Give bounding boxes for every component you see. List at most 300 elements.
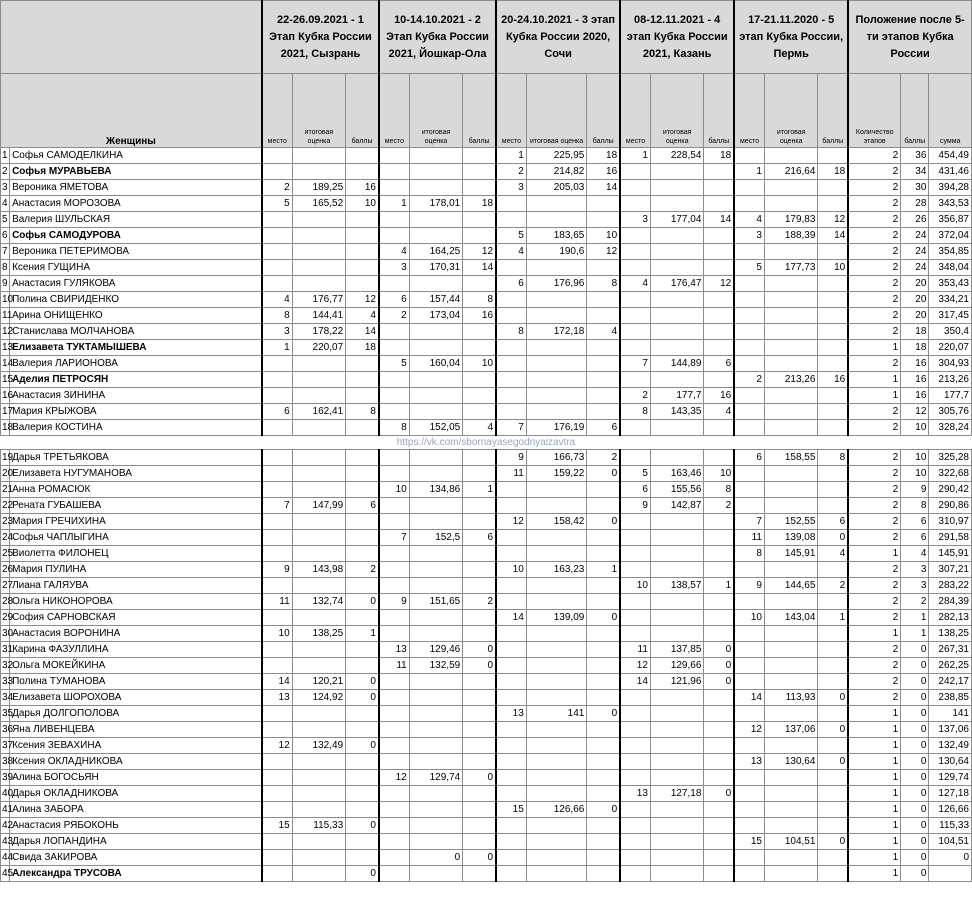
- table-cell: 1: [901, 626, 929, 642]
- table-cell: 12: [379, 770, 409, 786]
- table-cell: 18: [463, 196, 496, 212]
- table-cell: 6: [901, 530, 929, 546]
- table-cell: [650, 260, 703, 276]
- table-cell: [496, 292, 526, 308]
- table-row: [1, 562, 972, 578]
- table-cell: [764, 356, 817, 372]
- table-cell: 2: [346, 562, 379, 578]
- row-number: 25: [1, 546, 10, 562]
- table-cell: 4: [463, 420, 496, 436]
- table-cell: [650, 546, 703, 562]
- table-cell: [704, 530, 734, 546]
- table-cell: 0: [901, 642, 929, 658]
- table-cell: [587, 498, 620, 514]
- table-cell: [463, 164, 496, 180]
- table-cell: 2: [848, 196, 900, 212]
- table-cell: [379, 276, 409, 292]
- table-cell: [262, 706, 292, 722]
- table-cell: [704, 834, 734, 850]
- table-cell: [379, 498, 409, 514]
- table-cell: 2: [848, 610, 900, 626]
- row-number: 5: [1, 212, 10, 228]
- table-cell: 158,55: [764, 450, 817, 466]
- watermark-link[interactable]: https://vk.com/sbornayasegodnyaizavtra: [1, 436, 972, 450]
- table-cell: 2: [848, 482, 900, 498]
- table-cell: 10: [620, 578, 650, 594]
- table-cell: 8: [496, 324, 526, 340]
- table-cell: 162,41: [292, 404, 345, 420]
- table-cell: 8: [346, 404, 379, 420]
- table-cell: [346, 658, 379, 674]
- table-cell: [734, 340, 764, 356]
- table-cell: [496, 356, 526, 372]
- table-cell: 1: [848, 786, 900, 802]
- table-cell: [650, 308, 703, 324]
- table-cell: [764, 292, 817, 308]
- table-cell: [262, 420, 292, 436]
- table-cell: 10: [379, 482, 409, 498]
- table-cell: 130,64: [764, 754, 817, 770]
- table-cell: 155,56: [650, 482, 703, 498]
- table-cell: 2: [848, 530, 900, 546]
- table-cell: 2: [901, 594, 929, 610]
- table-cell: [818, 244, 848, 260]
- table-cell: [587, 626, 620, 642]
- table-cell: [764, 562, 817, 578]
- table-row: [1, 722, 972, 738]
- table-cell: [262, 356, 292, 372]
- table-cell: [379, 180, 409, 196]
- table-cell: [292, 754, 345, 770]
- table-cell: 0: [901, 690, 929, 706]
- table-cell: [346, 546, 379, 562]
- table-row: [1, 818, 972, 834]
- table-cell: 2: [848, 308, 900, 324]
- table-cell: [409, 706, 462, 722]
- points-col: баллы: [901, 74, 929, 148]
- table-cell: 394,28: [929, 180, 972, 196]
- table-cell: [818, 292, 848, 308]
- table-cell: 10: [901, 450, 929, 466]
- row-number: 11: [1, 308, 10, 324]
- table-cell: 1: [901, 610, 929, 626]
- table-cell: [734, 626, 764, 642]
- table-cell: [346, 802, 379, 818]
- table-cell: 267,31: [929, 642, 972, 658]
- skater-name: Ксения ГУЩИНА: [10, 260, 262, 276]
- table-cell: [734, 404, 764, 420]
- table-cell: 14: [463, 260, 496, 276]
- table-cell: 190,6: [526, 244, 587, 260]
- table-cell: [463, 626, 496, 642]
- table-cell: 120,21: [292, 674, 345, 690]
- row-number: 31: [1, 642, 10, 658]
- skater-name: Елизавета ШОРОХОВА: [10, 690, 262, 706]
- table-cell: [704, 308, 734, 324]
- table-cell: [262, 212, 292, 228]
- table-cell: [346, 706, 379, 722]
- table-cell: 10: [901, 466, 929, 482]
- table-cell: [704, 706, 734, 722]
- table-cell: 132,74: [292, 594, 345, 610]
- table-cell: 4: [704, 404, 734, 420]
- table-cell: [650, 530, 703, 546]
- table-cell: [734, 388, 764, 404]
- table-cell: [379, 738, 409, 754]
- table-cell: 1: [848, 770, 900, 786]
- table-cell: 2: [496, 164, 526, 180]
- table-cell: 6: [734, 450, 764, 466]
- table-cell: [262, 372, 292, 388]
- table-cell: [463, 514, 496, 530]
- table-cell: 2: [848, 260, 900, 276]
- table-cell: [346, 754, 379, 770]
- table-cell: [650, 738, 703, 754]
- skater-name: Елизавета НУГУМАНОВА: [10, 466, 262, 482]
- table-cell: 2: [848, 450, 900, 466]
- row-number: 45: [1, 866, 10, 882]
- table-cell: [292, 482, 345, 498]
- row-number: 8: [1, 260, 10, 276]
- table-cell: [292, 260, 345, 276]
- table-cell: [818, 324, 848, 340]
- score-col: итоговая оценка: [650, 74, 703, 148]
- table-cell: 5: [734, 260, 764, 276]
- table-cell: [409, 626, 462, 642]
- table-cell: 178,01: [409, 196, 462, 212]
- table-cell: [463, 212, 496, 228]
- table-cell: [379, 164, 409, 180]
- table-cell: [620, 450, 650, 466]
- skater-name: Полина ТУМАНОВА: [10, 674, 262, 690]
- table-cell: 0: [346, 738, 379, 754]
- table-cell: 143,04: [764, 610, 817, 626]
- table-row: [1, 530, 972, 546]
- table-cell: [496, 754, 526, 770]
- table-cell: 14: [496, 610, 526, 626]
- table-row: [1, 148, 972, 164]
- table-cell: [496, 626, 526, 642]
- table-cell: [764, 498, 817, 514]
- row-number: 2: [1, 164, 10, 180]
- table-cell: [379, 340, 409, 356]
- table-row: [1, 356, 972, 372]
- table-cell: [262, 722, 292, 738]
- table-cell: 10: [346, 196, 379, 212]
- table-cell: [704, 340, 734, 356]
- table-cell: 10: [496, 562, 526, 578]
- table-cell: [379, 578, 409, 594]
- place-col: место: [620, 74, 650, 148]
- score-col: итоговая оценка: [526, 74, 587, 148]
- table-cell: [587, 690, 620, 706]
- points-col: баллы: [587, 74, 620, 148]
- table-row: [1, 674, 972, 690]
- table-cell: [526, 482, 587, 498]
- table-cell: [620, 818, 650, 834]
- table-cell: [409, 546, 462, 562]
- table-cell: [818, 866, 848, 882]
- table-cell: [620, 228, 650, 244]
- table-cell: [734, 658, 764, 674]
- table-cell: 132,49: [292, 738, 345, 754]
- table-cell: 1: [848, 834, 900, 850]
- table-cell: [587, 642, 620, 658]
- table-cell: 11: [496, 466, 526, 482]
- table-cell: [463, 690, 496, 706]
- table-cell: [262, 610, 292, 626]
- table-cell: 152,55: [764, 514, 817, 530]
- table-row: [1, 164, 972, 180]
- table-cell: [587, 356, 620, 372]
- table-cell: 1: [704, 578, 734, 594]
- table-cell: [587, 658, 620, 674]
- table-cell: [704, 244, 734, 260]
- table-cell: 129,74: [929, 770, 972, 786]
- table-cell: [496, 308, 526, 324]
- table-cell: [526, 530, 587, 546]
- row-number: 39: [1, 770, 10, 786]
- table-cell: [818, 148, 848, 164]
- table-cell: [292, 770, 345, 786]
- table-cell: 9: [496, 450, 526, 466]
- table-cell: 13: [620, 786, 650, 802]
- table-cell: [526, 786, 587, 802]
- table-cell: 7: [262, 498, 292, 514]
- table-cell: [764, 786, 817, 802]
- table-cell: [764, 802, 817, 818]
- table-cell: [734, 674, 764, 690]
- table-cell: [818, 276, 848, 292]
- table-cell: 213,26: [764, 372, 817, 388]
- skater-name: Софья МУРАВЬЕВА: [10, 164, 262, 180]
- table-cell: [650, 706, 703, 722]
- table-cell: 2: [848, 642, 900, 658]
- table-cell: 12: [463, 244, 496, 260]
- table-cell: [526, 196, 587, 212]
- table-cell: 2: [848, 674, 900, 690]
- table-cell: 0: [587, 802, 620, 818]
- skater-name: Рената ГУБАШЕВА: [10, 498, 262, 514]
- table-cell: [764, 642, 817, 658]
- table-cell: 177,73: [764, 260, 817, 276]
- table-cell: 16: [346, 180, 379, 196]
- table-cell: [650, 866, 703, 882]
- table-cell: 8: [901, 498, 929, 514]
- table-cell: [587, 196, 620, 212]
- table-cell: [734, 738, 764, 754]
- table-cell: [463, 276, 496, 292]
- table-cell: 5: [379, 356, 409, 372]
- table-cell: 147,99: [292, 498, 345, 514]
- table-cell: [734, 324, 764, 340]
- table-cell: 15: [496, 802, 526, 818]
- table-cell: [346, 276, 379, 292]
- table-cell: 130,64: [929, 754, 972, 770]
- table-cell: 20: [901, 308, 929, 324]
- table-cell: 164,25: [409, 244, 462, 260]
- table-cell: [587, 340, 620, 356]
- table-cell: 176,96: [526, 276, 587, 292]
- table-cell: 220,07: [292, 340, 345, 356]
- table-cell: 262,25: [929, 658, 972, 674]
- table-cell: 178,22: [292, 324, 345, 340]
- table-cell: 2: [587, 450, 620, 466]
- table-row: [1, 292, 972, 308]
- row-number: 32: [1, 658, 10, 674]
- table-cell: 2: [620, 388, 650, 404]
- table-row: [1, 706, 972, 722]
- row-number: 18: [1, 420, 10, 436]
- table-cell: [704, 722, 734, 738]
- score-col: итоговая оценка: [292, 74, 345, 148]
- table-cell: 225,95: [526, 148, 587, 164]
- table-cell: 356,87: [929, 212, 972, 228]
- table-cell: [587, 594, 620, 610]
- table-cell: 24: [901, 260, 929, 276]
- table-cell: [262, 276, 292, 292]
- table-cell: [463, 706, 496, 722]
- table-cell: [346, 514, 379, 530]
- table-row: [1, 244, 972, 260]
- table-row: [1, 658, 972, 674]
- table-cell: [764, 196, 817, 212]
- table-cell: [620, 292, 650, 308]
- table-cell: [463, 228, 496, 244]
- table-cell: 3: [734, 228, 764, 244]
- table-cell: 6: [346, 498, 379, 514]
- table-cell: 16: [818, 372, 848, 388]
- table-cell: [496, 658, 526, 674]
- table-cell: [379, 818, 409, 834]
- table-cell: [292, 642, 345, 658]
- table-cell: [818, 626, 848, 642]
- table-cell: 1: [379, 196, 409, 212]
- table-cell: [818, 850, 848, 866]
- table-cell: [650, 802, 703, 818]
- table-cell: 0: [818, 530, 848, 546]
- table-cell: [379, 228, 409, 244]
- table-cell: [262, 482, 292, 498]
- table-cell: [526, 690, 587, 706]
- row-number: 41: [1, 802, 10, 818]
- table-cell: [587, 212, 620, 228]
- table-cell: [409, 674, 462, 690]
- table-cell: [734, 498, 764, 514]
- table-cell: [292, 356, 345, 372]
- table-cell: [734, 642, 764, 658]
- table-cell: [764, 180, 817, 196]
- table-cell: [704, 372, 734, 388]
- table-cell: [463, 450, 496, 466]
- row-number: 35: [1, 706, 10, 722]
- table-row: [1, 802, 972, 818]
- table-cell: [262, 388, 292, 404]
- table-cell: [818, 196, 848, 212]
- table-cell: [764, 626, 817, 642]
- table-cell: [346, 164, 379, 180]
- table-cell: 2: [848, 276, 900, 292]
- table-cell: [818, 482, 848, 498]
- table-cell: [620, 420, 650, 436]
- table-cell: 157,44: [409, 292, 462, 308]
- table-cell: 3: [496, 180, 526, 196]
- row-number: 20: [1, 466, 10, 482]
- table-cell: 1: [848, 738, 900, 754]
- table-row: [1, 404, 972, 420]
- place-col: место: [379, 74, 409, 148]
- skater-name: Свида ЗАКИРОВА: [10, 850, 262, 866]
- table-cell: [526, 292, 587, 308]
- table-cell: [346, 530, 379, 546]
- table-cell: [292, 148, 345, 164]
- table-cell: 20: [901, 276, 929, 292]
- table-cell: [496, 866, 526, 882]
- table-cell: [496, 212, 526, 228]
- table-cell: [409, 786, 462, 802]
- table-cell: 0: [818, 690, 848, 706]
- table-cell: [704, 818, 734, 834]
- table-row: [1, 754, 972, 770]
- table-cell: 132,49: [929, 738, 972, 754]
- table-cell: 16: [587, 164, 620, 180]
- table-cell: 0: [901, 754, 929, 770]
- table-cell: [463, 324, 496, 340]
- table-cell: 151,65: [409, 594, 462, 610]
- table-cell: [379, 148, 409, 164]
- table-cell: [346, 578, 379, 594]
- table-cell: 228,54: [650, 148, 703, 164]
- table-cell: 1: [848, 866, 900, 882]
- table-cell: [587, 674, 620, 690]
- table-cell: 0: [587, 514, 620, 530]
- table-cell: 127,18: [929, 786, 972, 802]
- table-cell: 0: [463, 850, 496, 866]
- table-cell: [650, 228, 703, 244]
- table-cell: 4: [901, 546, 929, 562]
- watermark-row: [1, 436, 972, 450]
- table-cell: 165,52: [292, 196, 345, 212]
- table-cell: [650, 340, 703, 356]
- table-cell: 152,5: [409, 530, 462, 546]
- table-row: [1, 578, 972, 594]
- table-cell: 9: [620, 498, 650, 514]
- skater-name: Анастасия ЗИНИНА: [10, 388, 262, 404]
- row-number: 37: [1, 738, 10, 754]
- table-cell: [409, 450, 462, 466]
- table-cell: [818, 770, 848, 786]
- table-cell: 0: [704, 658, 734, 674]
- skater-name: Анастасия РЯБОКОНЬ: [10, 818, 262, 834]
- table-cell: 145,91: [929, 546, 972, 562]
- table-cell: [764, 404, 817, 420]
- table-cell: [620, 706, 650, 722]
- table-cell: 325,28: [929, 450, 972, 466]
- table-cell: 1: [620, 148, 650, 164]
- place-col: место: [734, 74, 764, 148]
- table-cell: 10: [901, 420, 929, 436]
- table-cell: 141: [929, 706, 972, 722]
- stage-header-row: [1, 1, 972, 74]
- table-cell: [650, 164, 703, 180]
- table-cell: 129,66: [650, 658, 703, 674]
- table-cell: 0: [587, 706, 620, 722]
- table-cell: 10: [262, 626, 292, 642]
- table-cell: 431,46: [929, 164, 972, 180]
- table-cell: 2: [848, 244, 900, 260]
- table-cell: [346, 722, 379, 738]
- table-cell: [346, 642, 379, 658]
